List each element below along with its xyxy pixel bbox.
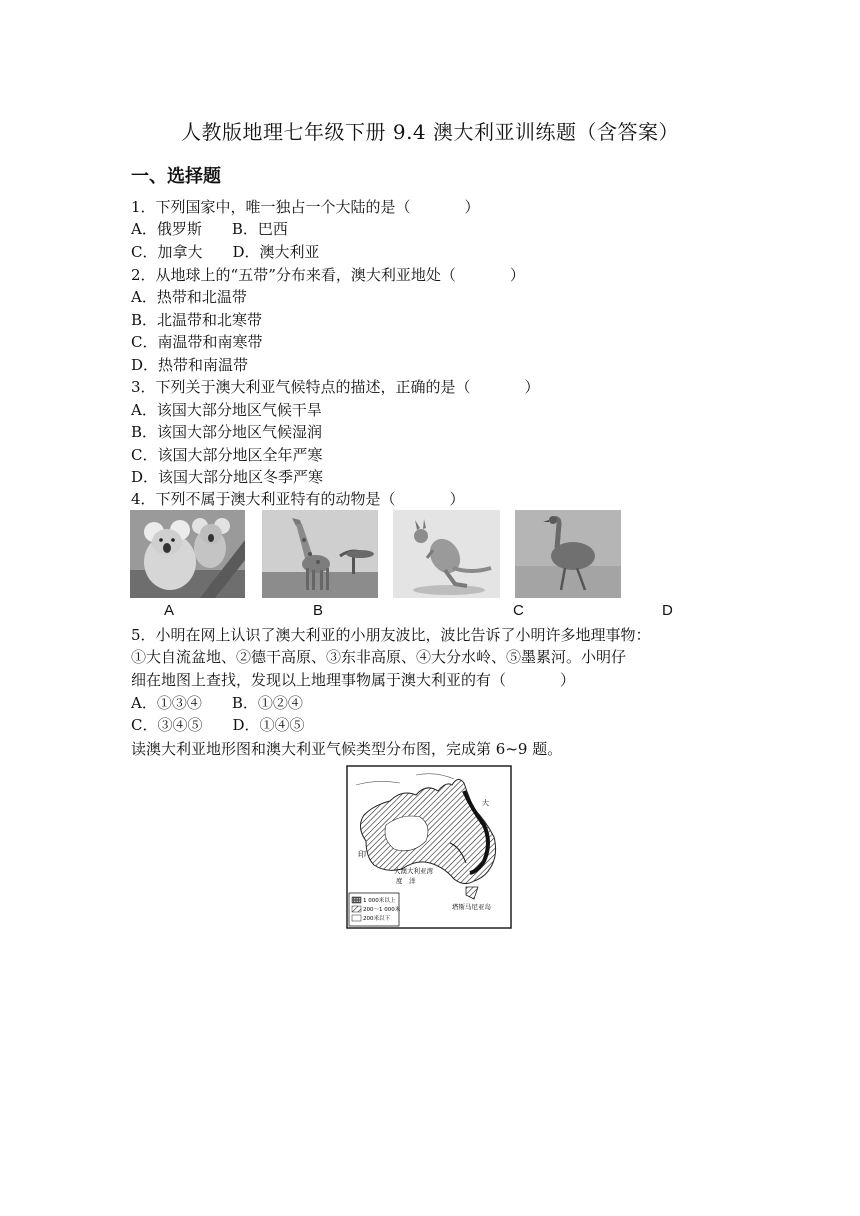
question-5-options-ab: A．①③④ B．①②④: [131, 694, 303, 712]
question-2-stem: 2．从地球上的“五带”分布来看，澳大利亚地处（: [131, 266, 456, 284]
question-2-option-b: B．北温带和北寒带: [131, 311, 263, 329]
map-intro-text: 读澳大利亚地形图和澳大利亚气候类型分布图，完成第 6~9 题。: [131, 740, 563, 758]
photo-label-a: A: [164, 602, 175, 619]
question-3: [131, 377, 540, 397]
map-label-tasmania: 塔斯马尼亚岛: [452, 903, 491, 911]
photo-label-c: C: [513, 602, 524, 619]
australia-terrain-map: [346, 765, 512, 929]
question-4-close: ）: [449, 490, 465, 508]
question-4: [131, 489, 465, 509]
question-2-close: ）: [509, 266, 525, 284]
legend-low: 200米以下: [363, 916, 390, 922]
section-heading: 一、选择题: [131, 166, 221, 187]
page-title: 人教版地理七年级下册 9.4 澳大利亚训练题（含答案）: [180, 120, 680, 144]
question-5-line-2: ①大自流盆地、②德干高原、③东非高原、④大分水岭、⑤墨累河。小明仔: [131, 648, 627, 666]
question-3-option-c: C．该国大部分地区全年严寒: [131, 446, 323, 464]
giraffe-photo: [262, 510, 378, 598]
photo-label-d: D: [662, 602, 673, 619]
question-3-close: ）: [524, 378, 540, 396]
photo-label-b: B: [313, 602, 324, 619]
map-label-ocean: 度 洋: [396, 877, 416, 885]
question-1-options-ab: A．俄罗斯 B．巴西: [131, 220, 288, 238]
question-2-option-d: D．热带和南温带: [131, 356, 249, 374]
question-5-options-cd: C．③④⑤ D．①④⑤: [131, 716, 305, 734]
emu-photo: [515, 510, 621, 598]
question-1-stem: 1．下列国家中，唯一独占一个大陆的是（: [131, 198, 411, 216]
question-2: [131, 265, 525, 285]
map-label-yin: 印: [358, 850, 366, 859]
map-label-gulf: 大澳大利亚湾: [394, 867, 433, 875]
question-3-option-b: B．该国大部分地区气候湿润: [131, 423, 323, 441]
question-3-option-d: D．该国大部分地区冬季严寒: [131, 468, 324, 486]
question-5-line-1: 5．小明在网上认识了澳大利亚的小朋友波比，波比告诉了小明许多地理事物：: [131, 626, 651, 644]
legend-high: 1 000米以上: [363, 898, 396, 904]
question-1: [131, 197, 480, 217]
question-5-stem-end: 细在地图上查找，发现以上地理事物属于澳大利亚的有（: [131, 671, 507, 689]
question-4-stem: 4．下列不属于澳大利亚特有的动物是（: [131, 490, 396, 508]
question-5-line-3: [131, 670, 575, 690]
kangaroo-photo: [393, 510, 500, 598]
question-3-stem: 3．下列关于澳大利亚气候特点的描述，正确的是（: [131, 378, 471, 396]
map-label-da: 大: [482, 799, 489, 807]
question-5-close: ）: [560, 671, 576, 689]
question-2-option-c: C．南温带和南寒带: [131, 333, 263, 351]
legend-mid: 200～1 000米: [363, 907, 401, 913]
question-2-option-a: A．热带和北温带: [131, 288, 247, 306]
question-1-close: ）: [464, 198, 480, 216]
question-1-options-cd: C．加拿大 D．澳大利亚: [131, 243, 320, 261]
question-3-option-a: A．该国大部分地区气候干旱: [131, 401, 322, 419]
koala-photo: [130, 510, 245, 598]
